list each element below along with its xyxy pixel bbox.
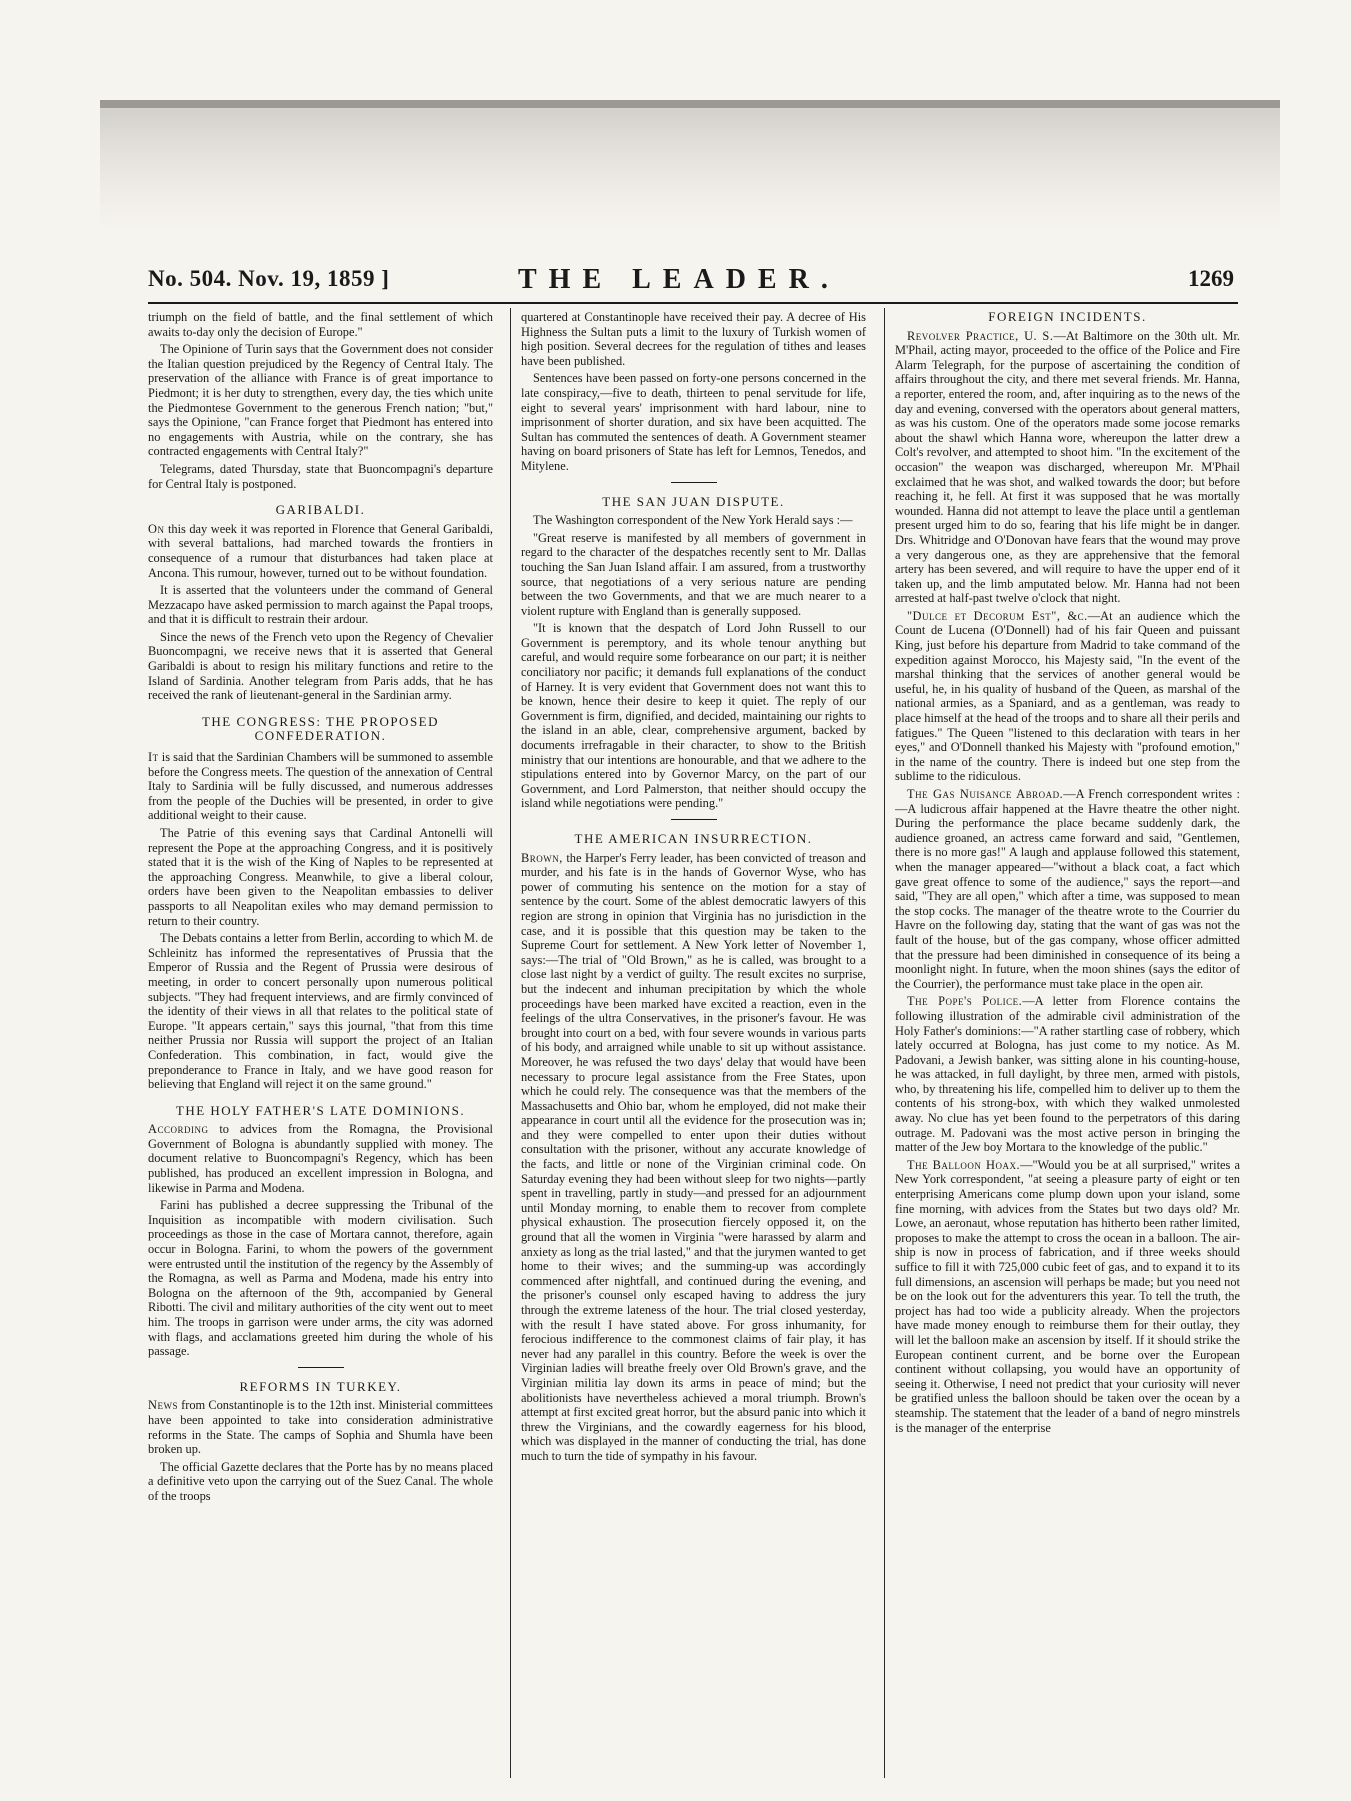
column-rule <box>510 308 511 1778</box>
article-paragraph <box>521 851 866 1464</box>
lead-word: It <box>148 750 159 765</box>
headline-san-juan: THE SAN JUAN DISPUTE. <box>602 493 785 509</box>
paragraph-text: —At an audience which the Count de Lucena (O'Donnell) had of his fair Queen and puissant King, just before his departure from Madrid to take command of the expedition against Morocco, his Majesty said, "In the event of the marshal thinking that the services of another general would be useful, he, in his quality of husband of the Queen, as marshal of the national armies, as a Spaniard, and as a gentleman, was ready to place himself at the head of the troops and to share all their perils and fatigues." The Queen "listened to this declaration with tears in her eyes," and O'Donnell thanked his Majesty with "profound emotion," in the name of the country. There is indeed but one step from the sublime to the ridiculous. <box>895 608 1240 784</box>
lead-word: Brown, <box>521 850 563 865</box>
paragraph-text: —A letter from Florence contains the following illustration of the admirable civil administration of the Holy Father's dominions:—"A rather startling case of robbery, which lately occurred at Bologna, has just come to my notice. As M. Padovani, a Jewish banker, was sitting alone in his counting-house, he was attacked, in full daylight, by three men, armed with pistols, who, by threatening his life, compelled him to deliver up to them the contents of his strong-box, with which they walked unmolested away. No clue has yet been found to the perpetrators of this daring outrage. M. Padovani was the most active person in bringing the matter of the Jew boy Mortara to the knowledge of the public." <box>895 994 1240 1155</box>
column-3 <box>895 310 1240 1770</box>
lead-word: The Balloon Hoax. <box>907 1157 1021 1172</box>
article-paragraph: The Patrie of this evening says that Cardinal Antonelli will represent the Pope at the approaching Congress, and it is positively stated that it is the wish of the King of Naples to be represented at the approaching Congress. Meanwhile, to give a liberal colour, orders have been given to the Neapolitan embassies to deliver passports to all Neapolitan exiles who may demand permission to return to their country. <box>148 826 493 928</box>
section-divider <box>671 482 717 483</box>
headline-line: THE CONGRESS: THE PROPOSED <box>201 713 440 729</box>
column-rule <box>884 308 885 1778</box>
paragraph-text: is said that the Sardinian Chambers will be summoned to assemble before the Congress meets. The question of the annexation of Central Italy to Sardinia will be fully discussed, and numerous addresses from the people of the Duchies will be presented, in order to give additional weight to their cause. <box>148 750 493 823</box>
column-1 <box>148 310 493 1770</box>
headline-congress <box>148 715 493 744</box>
section-divider <box>671 819 717 820</box>
article-paragraph: Telegrams, dated Thursday, state that Buoncompagni's departure for Central Italy is postponed. <box>148 461 493 491</box>
article-paragraph: The official Gazette declares that the Porte has by no means placed a definitive veto upon the carrying out of the Suez Canal. The whole of the troops <box>148 1459 493 1503</box>
article-paragraph: It is asserted that the volunteers under the command of General Mezzacapo have asked permission to march against the Papal troops, and that it is difficult to restrain their ardour. <box>148 583 493 627</box>
article-paragraph: The Opinione of Turin says that the Government does not consider the Italian question prejudiced by the Regency of Central Italy. The preservation of the alliance with France is of great importance to Piedmont; it is her duty to strengthen, every day, the ties which unite the Piedmontese Government to the generous French nation; "but," says the Opinione, "can France forget that Piedmont has entered into no engagements with Austria, while on the contrary, she has contracted engagements with Central Italy?" <box>148 342 493 459</box>
lead-word: The Pope's Police. <box>907 994 1023 1009</box>
lead-word: News <box>148 1398 178 1413</box>
article-paragraph: The Washington correspondent of the New York Herald says :— <box>533 513 853 528</box>
paragraph-text: from Constantinople is to the 12th inst. Ministerial committees have been appointed to take into consideration administrative reforms in the State. The camps of Sophia and Shumla have been broken up. <box>148 1398 493 1457</box>
masthead <box>148 260 1238 304</box>
headline-holy-father: THE HOLY FATHER'S LATE DOMINIONS. <box>175 1102 466 1118</box>
article-paragraph <box>148 1398 493 1456</box>
article-paragraph <box>148 750 493 823</box>
article-paragraph <box>895 787 1240 991</box>
article-paragraph <box>895 994 1240 1155</box>
lead-word: The Gas Nuisance Abroad. <box>907 787 1064 801</box>
article-paragraph <box>895 609 1240 784</box>
scanned-page-top-margin <box>100 100 1280 230</box>
article-paragraph: Sentences have been passed on forty-one persons concerned in the late conspiracy,—five to death, thirteen to penal servitude for life, eight to several years' imprisonment with hard labour, nine to imprisonment of shorter duration, and six have been acquitted. The Sultan has commuted the sentences of death. A Government steamer having on board prisoners of State has left for Lemnos, Tenedos, and Mitylene. <box>521 371 866 473</box>
article-paragraph: "It is known that the despatch of Lord John Russell to our Government is peremptory, and its whole tenour anything but careful, and would require some forbearance on our part; it is neither conciliatory nor pacific; it demands full explanations of the conduct of Harney. It is very evident that Government does not want this to be known, hence their desire to keep it quiet. The reply of our Government is firm, dignified, and decided, maintaining our rights to the island in an able, clear, comprehensive argument, backed by documents irrefragable in their character, to show to the British ministry that our intentions are honourable, and that we adhere to the stipulations entered into by Governor Marcy, on the part of our Government, and Lord Palmerston, that neither should occupy the island while negotiations were pending." <box>521 621 866 811</box>
lead-word: "Dulce et Decorum Est", &c. <box>907 608 1088 623</box>
newspaper-title: THE LEADER. <box>518 264 840 295</box>
article-paragraph <box>148 1122 493 1195</box>
paragraph-text: the Harper's Ferry leader, has been convicted of treason and murder, and his fate is in the hands of Governor Wyse, who has power of commuting his sentence on the motion for a stay of sentence by the court. Some of the ablest democratic lawyers of this region are strong in opinion that Virginia has no jurisdiction in the case, and it is possible that this question may be taken to the Supreme Court for settlement. A New York letter of November 1, says:—The trial of "Old Brown," as he is called, was brought to a close last night by a verdict of guilty. The result excites no surprise, but the indecent and inhuman precipitation by which the whole proceedings have been marked have excited a reaction, even in the feelings of the ultra Conservatives, in the prisoner's favour. He was brought into court on a bed, with four severe wounds in various parts of his body, and arraigned while unable to sit up without assistance. Moreover, he was refused the two days' delay that would have been necessary to procure legal assistance from the Free States, upon which he could rely. The consequence was that the members of the Massachusetts and Ohio bar, whom he employed, did not make their appearance in court until all the evidence for the prosecution was in; and they were compelled to enter upon their duties without consultation with the prisoner, without any accurate knowledge of the facts, and little or none of the Virginian criminal code. On Saturday evening they had been without sleep for two nights—partly spent in travelling, partly in study—and pressed for an adjournment until Monday morning, to enable them to recover from complete physical exhaustion. The prosecution fiercely opposed it, on the ground that all the women in Virginia "were harassed by alarm and anxiety as long as the trial lasted," and that the jurymen wanted to get home to their wives; and the summing-up was accordingly commenced after nightfall, and continued during the evening, and the prisoner's counsel only escaped having to address the jury through the extreme lateness of the hour. The trial closed yesterday, with the result I have stated above. For gross inhumanity, for ferocious indifference to the commonest claims of fair play, it has never had any parallel in this country. Before the week is over the Virginian ladies will breathe freely over Old Brown's grave, and the Virginian militia lay down its arms in peace of mind; but the abolitionists have nevertheless achieved a moral triumph. Brown's attempt at first excited great horror, but the absurd panic into which it threw the Virginians, and the cowardly eagerness for his blood, which was displayed in the manner of conducting the trial, has done much to turn the tide of sympathy in his favour. <box>521 850 866 1463</box>
issue-date: No. 504. Nov. 19, 1859 ] <box>148 266 390 291</box>
paragraph-text: this day week it was reported in Florence that General Garibaldi, with several battalions, had marched towards the frontiers in consequence of a rumour that disturbances had taken place at Ancona. This rumour, however, turned out to be without foundation. <box>148 521 493 580</box>
article-paragraph <box>895 329 1240 606</box>
paragraph-text: to advices from the Romagna, the Provisional Government of Bologna is abundantly supplied with money. The document relative to Buoncompagni's Regency, which has been published, has produced an excellent impression in Bologna, and likewise in Parma and Modena. <box>148 1122 493 1195</box>
article-paragraph <box>148 522 493 580</box>
article-paragraph: triumph on the field of battle, and the final settlement of which awaits to-day only the decision of Europe." <box>148 310 493 339</box>
column-2 <box>521 310 866 1770</box>
headline-american-insurrection: THE AMERICAN INSURRECTION. <box>574 831 813 846</box>
lead-word: According <box>148 1122 209 1137</box>
section-divider <box>298 1367 344 1368</box>
page-number: 1269 <box>1188 266 1234 291</box>
headline-foreign-incidents: FOREIGN INCIDENTS. <box>988 310 1147 324</box>
headline-garibaldi: GARIBALDI. <box>275 502 366 518</box>
paragraph-text: —"Would you be at all surprised," writes a New York correspondent, "at seeing a pleasure party of eight or ten enterprising Americans come plump down upon your island, some fine morning, with advices from the States but two days old? Mr. Lowe, an aeronaut, whose reputation has hitherto been rather limited, proposes to make the attempt to cross the ocean in a balloon. The air-ship is now in process of fabrication, and if three weeks should suffice to fill it with 725,000 cubic feet of gas, and to expand it to its full dimensions, an ascension will perhaps be made; but you need not be on the look out for the adventurers this year. To tell the truth, the project has had too wide a publicity already. When the projectors have made money enough to reimburse them for their outlay, they will let the balloon make an ascension by itself. If it should strike the European continent current, and be borne over the European continent without collapsing, you would have an opportunity of seeing it. Otherwise, I need not predict that your curiosity will never be gratified unless the balloon should be taken over the ocean by a steamship. The statement that the leader of a band of negro minstrels is the manager of the enterprise <box>895 1157 1240 1435</box>
article-paragraph: Farini has published a decree suppressing the Tribunal of the Inquisition as incompatible with modern civilisation. Such proceedings as those in the case of Mortara cannot, therefore, again occur in Bologna. Farini, to whom the powers of the government were entrusted until the institution of the regency by the Assembly of the Romagna, as well as Parma and Modena, made his entry into Bologna on the afternoon of the 9th, accompanied by General Ribotti. The civil and military authorities of the city went out to meet him. The troops in garrison were under arms, the city was adorned with flags, and acclamations greeted him during the whole of his passage. <box>148 1198 493 1359</box>
newspaper-page <box>148 260 1248 1770</box>
article-paragraph: The Debats contains a letter from Berlin, according to which M. de Schleinitz has informed the representatives of Prussia that the Emperor of Russia and the Regent of Prussia were desirous of meeting, in order to concert personally upon numerous political subjects. "They had frequent interviews, and are firmly convinced of the identity of their views in all that relates to the political state of Europe. "It appears certain," says this journal, "that from this time neither Prussia nor Russia will support the project of an Italian Confederation. This combination, in fact, would give the preponderance to France in Italy, and we have good reason for believing that England will reject it on the same ground." <box>148 931 493 1092</box>
article-paragraph <box>895 1158 1240 1435</box>
headline-turkey: REFORMS IN TURKEY. <box>239 1378 402 1394</box>
article-paragraph: Since the news of the French veto upon the Regency of Chevalier Buoncompagni, we receive news that it is asserted that General Garibaldi is about to resign his military functions and retire to the Island of Sardinia. Another telegram from Paris adds, that he has received the rank of lieutenant-general in the Sardinian army. <box>148 629 493 703</box>
article-paragraph: "Great reserve is manifested by all members of government in regard to the character of the despatches recently sent to Mr. Dallas touching the San Juan Island affair. I am assured, from a trustworthy source, that negotiations of a very serious nature are pending between the two Governments, and that we are much nearer to a violent rupture with England than is generally supposed. <box>521 530 866 618</box>
paragraph-text: —A French correspondent writes :—A ludicrous affair happened at the Havre theatre the other night. During the performance the place became suddenly dark, the audience groaned, an actress came forward and said, "Gentlemen, there is no more gas!" A laugh and applause followed this statement, when the manager appeared—"without a black coat, a fact which gave great offence to some of the audience," says the report—and said, "They are all open," which after a time, was supposed to mean the stop cocks. The manager of the theatre wrote to the Courrier du Havre on the following day, stating that the want of gas was not the fault of the house, but of the gas company, whose officer admitted that the pressure had been diminished in consequence of its being a moonlight night. In future, when the moon shines (says the editor of the Courrier), the performance must take place in the open air. <box>895 787 1240 991</box>
article-paragraph: quartered at Constantinople have received their pay. A decree of His Highness the Sultan puts a limit to the luxury of Turkish women of high position. Several decrees for the regulation of tithes and leases have been published. <box>521 310 866 368</box>
paragraph-text: —At Baltimore on the 30th ult. Mr. M'Phail, acting mayor, proceeded to the office of the Police and Fire Alarm Telegraph, for the purpose of ascertaining the condition of affairs throughout the city, and there met several friends. Mr. Hanna, a reporter, entered the room, and, after inquiring as to the news of the day and evening, conversed with the operators about general matters, as was his custom. One of the operators made some jocose remarks about the shawl which Hanna wore, whereupon the latter drew a Colt's revolver, and attempted to shoot him. "In the excitement of the occasion" the weapon was discharged, whereupon Mr. M'Phail exclaimed that he was shot, and walked towards the door; but before reaching it, he fell. At first it was supposed that he was mortally wounded. Hanna did not attempt to leave the place until a gentleman present urged him to do so, fearing that his life might be in danger. Drs. Whitridge and O'Donovan have fears that the wound may prove a very dangerous one, as they are apprehensive that the femoral artery has been severed, and will require to have the upper end of it taken up, and the limb amputated below. Mr. Hanna had not been arrested at half-past twelve o'clock that night. <box>895 328 1240 606</box>
headline-line: CONFEDERATION. <box>254 728 387 744</box>
lead-word: On <box>148 521 165 536</box>
lead-word: Revolver Practice, U. S. <box>907 328 1054 343</box>
